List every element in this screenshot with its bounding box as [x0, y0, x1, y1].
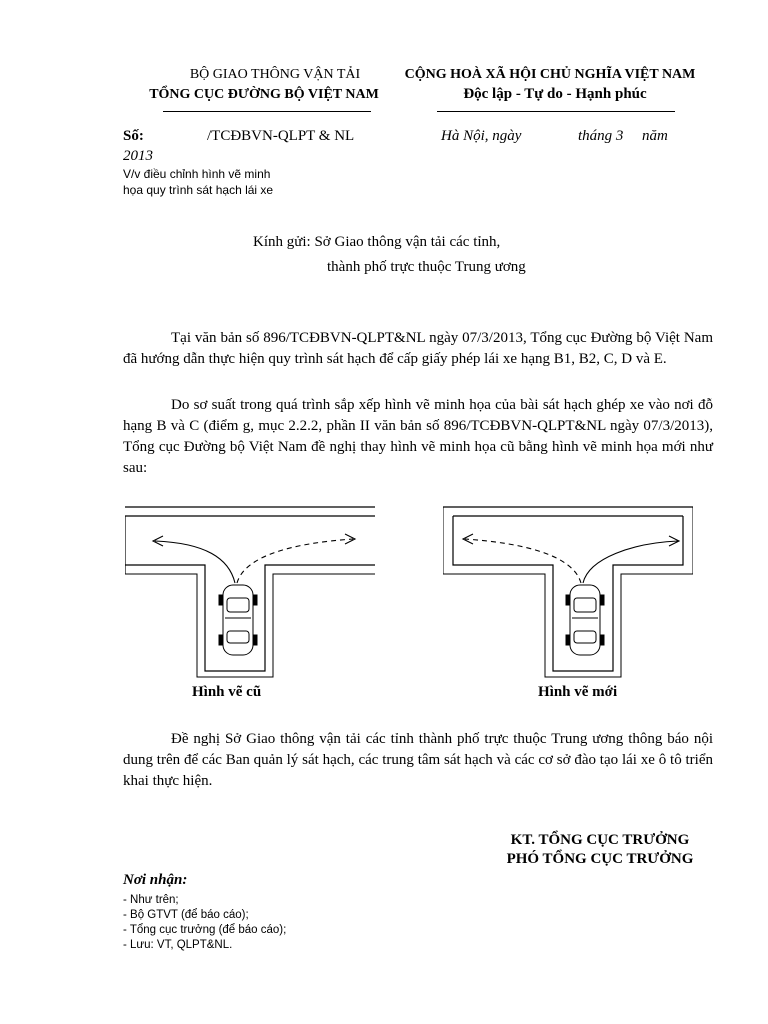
date-month: tháng 3 — [578, 128, 624, 144]
subject-line-1: V/v điều chỉnh hình vẽ minh — [123, 167, 271, 181]
body-paragraph-3 — [123, 729, 713, 792]
date-year: 2013 — [123, 148, 153, 164]
new-figure-caption: Hình vẽ mới — [538, 684, 618, 700]
old-car-icon — [219, 585, 257, 655]
body-paragraph-3-text: Đề nghị Sở Giao thông vận tải các tỉnh thành phố trực thuộc Trung ương thông báo nội dung trên để các Ban quản lý sát hạch, các trung tâm sát hạch và các cơ sở đào tạo lái xe ô tô triển khai thực hiện. — [123, 731, 713, 789]
header-left-rule — [163, 111, 371, 112]
recipients-item-1: - Như trên; — [123, 894, 179, 906]
subject-line-2: họa quy trình sát hạch lái xe — [123, 183, 274, 197]
recipients-item-3: - Tổng cục trưởng (để báo cáo); — [123, 924, 287, 936]
doc-number-label: Số: — [123, 128, 144, 144]
new-path-dashed — [465, 539, 581, 583]
doc-subject — [123, 166, 273, 198]
recipients-item-2: - Bộ GTVT (để báo cáo); — [123, 909, 249, 921]
republic-name: CỘNG HOÀ XÃ HỘI CHỦ NGHĨA VIỆT NAM — [404, 67, 696, 82]
old-road-bottom-inner — [125, 574, 375, 677]
header-right-rule — [437, 111, 675, 112]
old-path-solid — [155, 541, 235, 583]
national-motto: Độc lập - Tự do - Hạnh phúc — [463, 86, 647, 102]
recipient-line-1: Kính gửi: Sở Giao thông vận tải các tỉnh, — [253, 234, 501, 250]
recipient-line-2: thành phố trực thuộc Trung ương — [327, 259, 526, 275]
body-paragraph-1 — [123, 328, 713, 370]
doc-number-code: /TCĐBVN-QLPT & NL — [207, 128, 355, 144]
old-path-dashed — [237, 539, 353, 583]
date-year-label: năm — [642, 128, 668, 144]
recipients-title: Nơi nhận: — [123, 872, 188, 888]
signature-title-1: KT. TỔNG CỤC TRƯỞNG — [510, 832, 690, 848]
new-road-bottom-outer — [453, 516, 683, 671]
signature-title-2: PHÓ TỔNG CỤC TRƯỞNG — [506, 851, 694, 867]
place-date: Hà Nội, ngày — [441, 128, 522, 144]
body-paragraph-1-text: Tại văn bản số 896/TCĐBVN-QLPT&NL ngày 07/3/2013, Tổng cục Đường bộ Việt Nam đã hướng dẫn thực hiện quy trình sát hạch để cấp giấy phép lái xe hạng B1, B2, C, D và E. — [123, 330, 713, 367]
ministry-name: BỘ GIAO THÔNG VẬN TẢI — [189, 67, 361, 82]
body-paragraph-2 — [123, 395, 713, 479]
new-road-bottom-inner — [443, 507, 693, 677]
new-path-solid — [583, 541, 678, 583]
body-paragraph-2-text: Do sơ suất trong quá trình sắp xếp hình vẽ minh họa của bài sát hạch ghép xe vào nơi đỗ hạng B và C (điểm g, mục 2.2.2, phần II văn bản số 896/TCĐBVN-QLPT&NL ngày 07/3/2013), Tổng cục Đường bộ Việt Nam đề nghị thay hình vẽ minh họa cũ bằng hình vẽ minh họa mới như sau: — [123, 397, 713, 476]
department-name: TỔNG CỤC ĐƯỜNG BỘ VIỆT NAM — [149, 87, 379, 102]
recipients-item-4: - Lưu: VT, QLPT&NL. — [123, 939, 233, 951]
old-figure-caption: Hình vẽ cũ — [192, 684, 262, 700]
new-diagram — [443, 503, 693, 678]
new-car-icon — [566, 585, 604, 655]
old-diagram — [125, 503, 375, 678]
